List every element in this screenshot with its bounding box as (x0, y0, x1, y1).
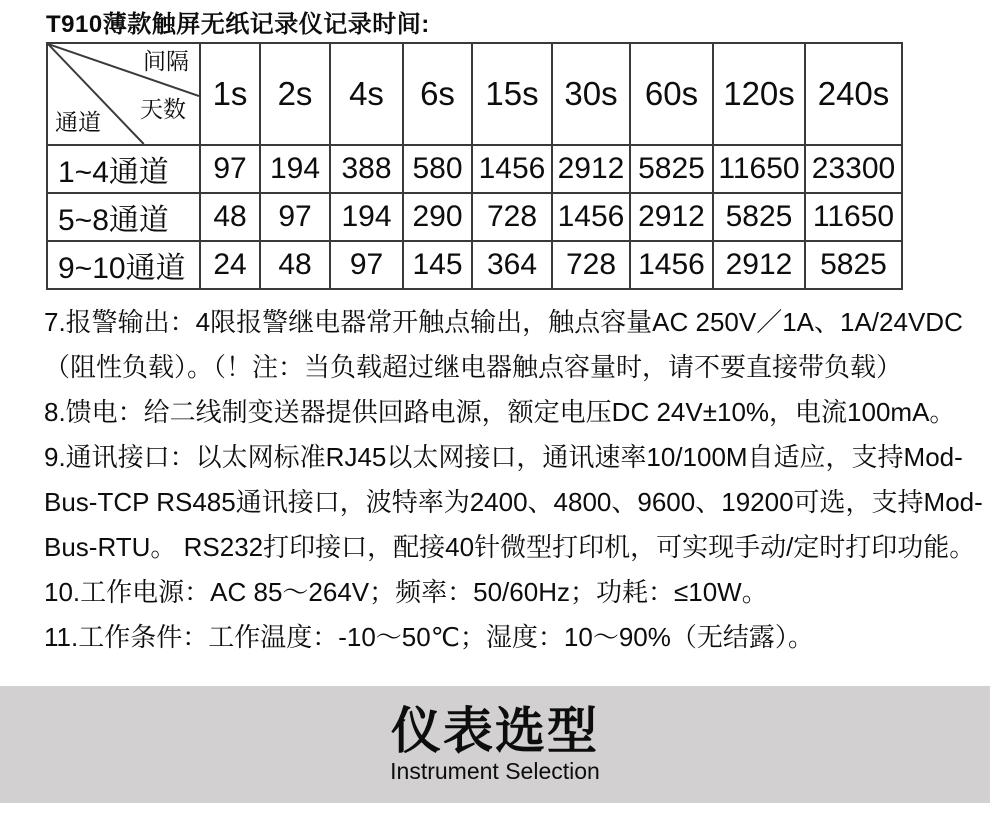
spec-line-working-power: 10.工作电源：AC 85～264V；频率：50/60Hz；功耗：≤10W。 (44, 577, 768, 607)
spec-text-block (44, 300, 990, 660)
spec-line-working-conditions: 11.工作条件：工作温度：-10～50℃；湿度：10～90%（无结露）。 (44, 622, 814, 652)
page-title: T910薄款触屏无纸记录仪记录时间: (46, 11, 430, 38)
table-cell: 48 (200, 193, 260, 241)
table-cell: 11650 (805, 193, 902, 241)
table-cell: 97 (200, 145, 260, 193)
spec-line-feed-power: 8.馈电：给二线制变送器提供回路电源，额定电压DC 24V±10%，电流100mA。 (44, 397, 956, 427)
table-cell: 11650 (713, 145, 805, 193)
table-cell: 194 (330, 193, 403, 241)
row-label: 5~8通道 (47, 193, 200, 241)
table-cell: 194 (260, 145, 330, 193)
table-cell: 290 (403, 193, 472, 241)
table-cell: 48 (260, 241, 330, 289)
column-header: 60s (630, 43, 713, 145)
column-header: 30s (552, 43, 630, 145)
table-cell: 728 (472, 193, 552, 241)
table-cell: 1456 (472, 145, 552, 193)
corner-label-channel: 通道 (55, 109, 101, 135)
table-cell: 24 (200, 241, 260, 289)
spec-line-comm-interface-3: Bus-RTU。 RS232打印接口，配接40针微型打印机，可实现手动/定时打印功能。 (44, 532, 976, 562)
table-cell: 2912 (713, 241, 805, 289)
column-header: 2s (260, 43, 330, 145)
table-cell: 2912 (630, 193, 713, 241)
column-header: 240s (805, 43, 902, 145)
section-banner-title: 仪表选型 (391, 703, 599, 759)
table-cell: 23300 (805, 145, 902, 193)
table-cell: 5825 (630, 145, 713, 193)
table-header-row (47, 43, 902, 145)
table-cell: 1456 (552, 193, 630, 241)
column-header: 6s (403, 43, 472, 145)
row-label: 9~10通道 (47, 241, 200, 289)
spec-line-alarm-output-2: （阻性负载）。（！注：当负载超过继电器触点容量时，请不要直接带负载） (44, 352, 903, 382)
table-cell: 97 (330, 241, 403, 289)
table-corner-cell (47, 43, 200, 145)
table-row (47, 241, 902, 289)
recording-time-table (46, 42, 903, 290)
section-banner (0, 686, 990, 803)
column-header: 1s (200, 43, 260, 145)
corner-label-days: 天数 (140, 96, 186, 122)
table-cell: 97 (260, 193, 330, 241)
column-header: 4s (330, 43, 403, 145)
table-row (47, 145, 902, 193)
column-header: 15s (472, 43, 552, 145)
corner-label-interval: 间隔 (143, 48, 189, 74)
table-cell: 5825 (713, 193, 805, 241)
table-row (47, 193, 902, 241)
table-cell: 728 (552, 241, 630, 289)
column-header: 120s (713, 43, 805, 145)
section-banner-subtitle: Instrument Selection (390, 758, 600, 784)
table-cell: 1456 (630, 241, 713, 289)
spec-line-alarm-output-1: 7.报警输出：4限报警继电器常开触点输出，触点容量AC 250V／1A、1A/24VDC (44, 307, 963, 337)
spec-line-comm-interface-2: Bus-TCP RS485通讯接口，波特率为2400、4800、9600、19200可选，支持Mod- (44, 487, 983, 517)
table-cell: 580 (403, 145, 472, 193)
table-cell: 388 (330, 145, 403, 193)
table-cell: 5825 (805, 241, 902, 289)
row-label: 1~4通道 (47, 145, 200, 193)
table-cell: 364 (472, 241, 552, 289)
table-cell: 2912 (552, 145, 630, 193)
table-cell: 145 (403, 241, 472, 289)
spec-line-comm-interface-1: 9.通讯接口：以太网标准RJ45以太网接口，通讯速率10/100M自适应，支持Mod- (44, 442, 963, 472)
